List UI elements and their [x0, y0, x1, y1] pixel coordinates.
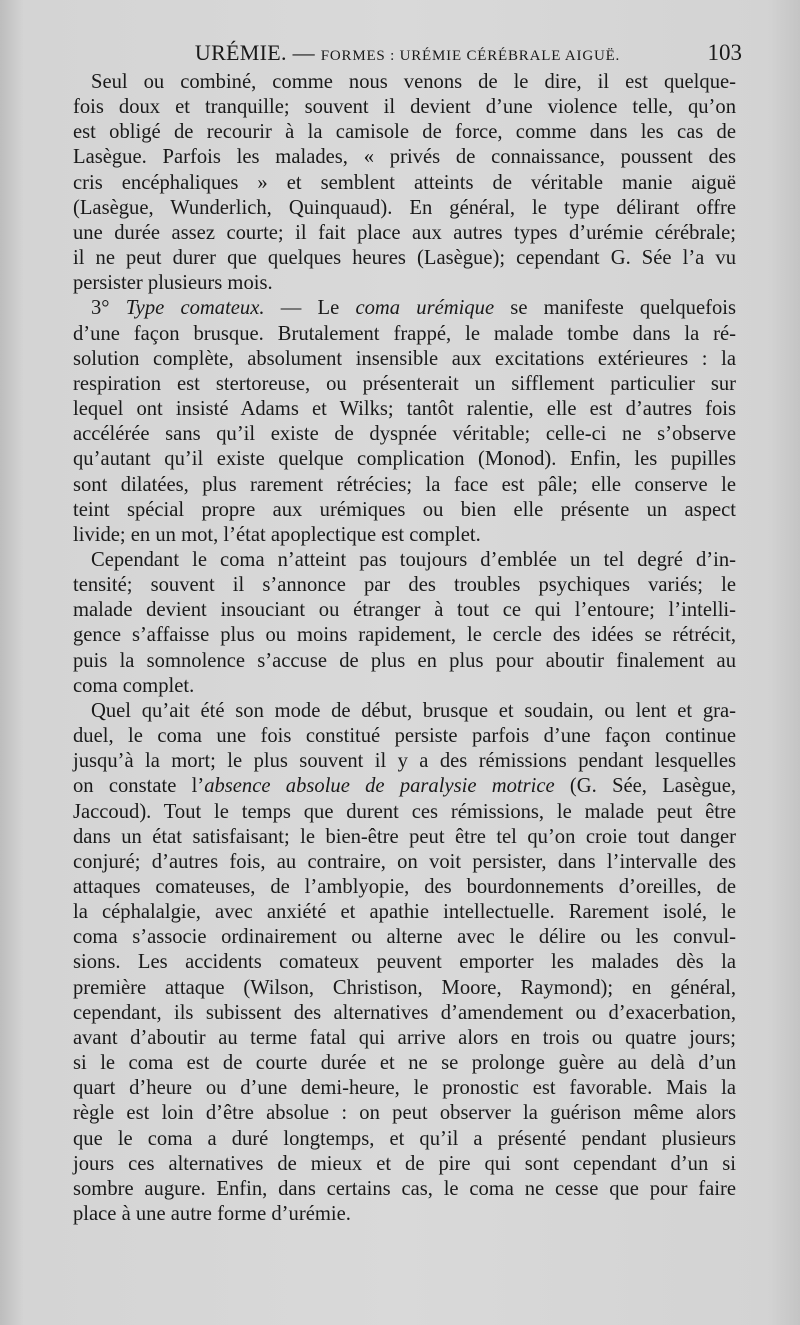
text-run: Seul ou combiné, comme nous venons de le dire, il est quelque- [91, 71, 736, 93]
text-run: — Le [264, 297, 356, 320]
text-line [73, 800, 736, 825]
text-run: teint spécial propre aux urémiques ou bien elle présente un aspect [73, 498, 736, 521]
text-line [73, 1202, 736, 1227]
text-run: lequel ont insisté Adams et Wilks; tantôt ralentie, elle est d’autres fois [73, 398, 736, 421]
running-head-subtitle: FORMES : URÉMIE CÉRÉBRALE AIGUË. [320, 48, 621, 64]
running-head-main: URÉMIE. — [194, 40, 315, 65]
text-line [73, 1127, 736, 1152]
text-run: jours ces alternatives de mieux et de pire qui sont cependant d’un si [73, 1152, 736, 1175]
text-line [73, 246, 736, 271]
text-line [73, 900, 736, 925]
text-line [73, 523, 736, 548]
text-line [73, 1076, 736, 1101]
text-line [73, 674, 736, 699]
text-run: première attaque (Wilson, Christison, Moore, Raymond); en général, [73, 976, 736, 999]
text-line [73, 598, 736, 623]
text-line [73, 196, 736, 221]
text-run: puis la somnolence s’accuse de plus en plus pour aboutir finalement au [73, 649, 736, 672]
text-run: cependant, ils subissent des alternatives d’amendement ou d’exacerbation, [73, 1001, 736, 1024]
text-run: Lasègue. Parfois les malades, « privés de connaissance, poussent des [73, 146, 736, 169]
text-line [73, 875, 736, 900]
text-line [73, 322, 736, 347]
text-run: qu’autant qu’il existe quelque complication (Monod). Enfin, les pupilles [73, 448, 736, 471]
text-run: avant d’aboutir au terme fatal qui arrive alors en trois ou quatre jours; [73, 1026, 736, 1049]
text-line [73, 296, 736, 321]
text-run: conjuré; d’autres fois, au contraire, on voit persister, dans l’intervalle des [73, 850, 736, 873]
text-line [73, 372, 736, 397]
text-line [73, 70, 736, 95]
text-line [73, 825, 736, 850]
text-run: gence s’affaisse plus ou moins rapidement, le cercle des idées se rétrécit, [73, 624, 736, 647]
text-line [73, 120, 736, 145]
text-line [73, 145, 736, 170]
text-line [73, 976, 736, 1001]
text-line [73, 1177, 736, 1202]
text-run: jusqu’à la mort; le plus souvent il y a des rémissions pendant lesquelles [73, 750, 736, 773]
text-line [73, 95, 736, 120]
text-run: sions. Les accidents comateux peuvent emporter les malades dès la [73, 951, 736, 974]
text-run: cris encéphaliques » et semblent atteints de véritable manie aiguë [73, 171, 736, 194]
body-text [73, 70, 736, 1227]
text-run: fois doux et tranquille; souvent il devient d’une violence telle, qu’on [73, 96, 736, 119]
text-run: coma s’associe ordinairement ou alterne avec le délire ou les convul- [73, 926, 736, 949]
text-run: une durée assez courte; il fait place aux autres types d’urémie cérébrale; [73, 221, 736, 244]
text-line [73, 749, 736, 774]
text-run: solution complète, absolument insensible aux excitations extérieures : la [73, 347, 736, 370]
text-run: Cependant le coma n’atteint pas toujours d’emblée un tel degré d’in- [91, 548, 736, 571]
text-run: livide; en un mot, l’état apoplectique est complet. [73, 523, 481, 546]
text-run: Jaccoud). Tout le temps que durent ces rémissions, le malade peut être [73, 800, 736, 823]
text-run: on constate l’ [73, 775, 205, 798]
text-line [73, 724, 736, 749]
text-line [73, 221, 736, 246]
paragraph [73, 296, 736, 548]
text-line [73, 271, 736, 296]
text-line [73, 1026, 736, 1051]
text-run: est obligé de recourir à la camisole de force, comme dans les cas de [73, 121, 736, 144]
text-run: sont dilatées, plus rarement rétrécies; la face est pâle; elle conserve le [73, 473, 736, 496]
text-line [73, 623, 736, 648]
text-run: d’une façon brusque. Brutalement frappé, le malade tombe dans la ré- [73, 322, 736, 345]
text-run: il ne peut durer que quelques heures (Lasègue); cependant G. Sée l’a vu [73, 247, 736, 270]
text-line [73, 649, 736, 674]
text-run: Quel qu’ait été son mode de début, brusque et soudain, ou lent et gra- [91, 699, 736, 722]
text-line [73, 573, 736, 598]
text-run: malade devient insouciant ou étranger à tout ce qui l’entoure; l’intelli- [73, 599, 736, 622]
text-line [73, 347, 736, 372]
text-run: attaques comateuses, de l’amblyopie, des bourdonnements d’oreilles, de [73, 876, 736, 898]
text-line [73, 1051, 736, 1076]
text-run: coma complet. [73, 674, 195, 697]
text-line [73, 1152, 736, 1177]
paragraph [73, 699, 736, 1227]
text-line [73, 1101, 736, 1126]
running-head [73, 40, 742, 66]
text-run: quart d’heure ou d’une demi-heure, le pronostic est favorable. Mais la [73, 1077, 736, 1100]
text-run: accélérée sans qu’il existe de dyspnée véritable; celle-ci ne s’observe [73, 423, 736, 446]
text-run: se manifeste quelquefois [494, 297, 737, 320]
text-run: place à une autre forme d’urémie. [73, 1203, 351, 1226]
text-run: 3° [91, 297, 126, 320]
text-line [73, 473, 736, 498]
text-line [73, 1001, 736, 1026]
italic-text-run: Type comateux. [125, 297, 265, 320]
text-line [73, 171, 736, 196]
paragraph [73, 548, 736, 699]
italic-text-run: coma urémique [355, 297, 495, 320]
page-header [73, 40, 742, 70]
text-run: persister plusieurs mois. [73, 272, 273, 295]
text-run: dans un état satisfaisant; le bien-être peut être tel qu’on croie tout danger [73, 825, 736, 848]
text-line [73, 925, 736, 950]
text-run: la céphalalgie, avec anxiété et apathie intellectuelle. Rarement isolé, le [73, 901, 736, 924]
paragraph [73, 70, 736, 296]
text-run: (Lasègue, Wunderlich, Quinquaud). En général, le type délirant offre [73, 196, 736, 219]
text-run: règle est loin d’être absolue : on peut observer la guérison même alors [73, 1102, 736, 1125]
text-line [73, 397, 736, 422]
text-run: si le coma est de courte durée et ne se prolonge guère au delà d’un [73, 1052, 736, 1075]
text-run: respiration est stertoreuse, ou présenterait un sifflement particulier sur [73, 372, 736, 395]
text-line [73, 498, 736, 523]
text-line [73, 950, 736, 975]
text-run: sombre augure. Enfin, dans certains cas, le coma ne cesse que pour faire [73, 1177, 736, 1200]
italic-text-run: absence absolue de paralysie motrice [204, 775, 555, 798]
page-number: 103 [707, 40, 742, 65]
text-run: que le coma a duré longtemps, et qu’il a présenté pendant plusieurs [73, 1127, 736, 1150]
text-run: (G. Sée, Lasègue, [554, 775, 736, 798]
text-run: duel, le coma une fois constitué persiste parfois d’une façon continue [73, 725, 736, 748]
text-line [73, 422, 736, 447]
text-line [73, 699, 736, 724]
text-line [73, 774, 736, 799]
text-line [73, 447, 736, 472]
text-run: tensité; souvent il s’annonce par des troubles psychiques variés; le [73, 574, 736, 597]
text-line [73, 850, 736, 875]
text-line [73, 548, 736, 573]
